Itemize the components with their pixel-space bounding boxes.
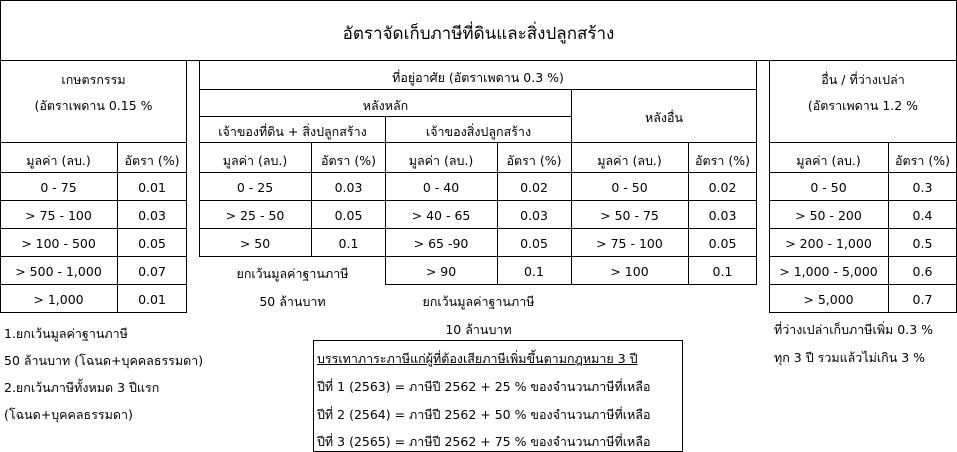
agri-value-cell: > 75 - 100 <box>25 208 92 223</box>
other-value-cell: > 50 - 200 <box>795 208 862 223</box>
owner-building-rate-cell: 0.1 <box>524 264 544 279</box>
other-rate-cell: 0.7 <box>912 292 933 307</box>
agri-rate-cell: 0.05 <box>138 236 166 251</box>
other-house-rate-cell: 0.03 <box>708 208 737 223</box>
other-house-rate-cell: 0.05 <box>708 236 737 251</box>
main-house-heading: หลังหลัก <box>362 98 409 113</box>
agri-note: 2.ยกเว้นภาษีทั้งหมด 3 ปีแรก <box>4 380 160 395</box>
owner-both-heading: เจ้าของที่ดิน + สิ่งปลูกสร้าง <box>218 124 367 139</box>
owner-both-value-cell: > 50 <box>239 236 271 251</box>
agri-rate-cell: 0.07 <box>138 264 166 279</box>
other-house-col-value: มูลค่า (ลบ.) <box>597 153 662 168</box>
owner-both-exempt: ยกเว้นมูลค่าฐานภาษี <box>236 266 349 281</box>
relief-line: ปีที่ 3 (2565) = ภาษีปี 2562 + 75 % ของจำนวนภาษีที่เหลือ <box>317 434 651 449</box>
agri-rate-note: (อัตราเพดาน 0.15 % <box>34 98 153 113</box>
agri-value-cell: 0 - 75 <box>40 180 77 195</box>
other-house-col-rate: อัตรา (%) <box>695 153 750 168</box>
other-house-heading: หลังอื่น <box>644 110 684 125</box>
owner-both-rate-cell: 0.03 <box>334 180 363 195</box>
relief-heading: บรรเทาภาระภาษีแก่ผู้ที่ต้องเสียภาษีเพิ่มขึ้นตามกฎหมาย 3 ปี <box>317 351 638 366</box>
other-rate-cell: 0.4 <box>912 208 933 223</box>
other-house-value-cell: > 75 - 100 <box>596 236 663 251</box>
relief-line: ปีที่ 2 (2564) = ภาษีปี 2562 + 50 % ของจำนวนภาษีที่เหลือ <box>317 407 651 422</box>
owner-building-col-rate: อัตรา (%) <box>506 153 562 168</box>
owner-building-rate-cell: 0.05 <box>520 236 548 251</box>
agri-col-rate: อัตรา (%) <box>124 153 180 168</box>
agri-note: (โฉนด+บุคคลธรรมดา) <box>4 407 133 422</box>
other-value-cell: 0 - 50 <box>810 180 847 195</box>
other-rate-cell: 0.6 <box>912 264 933 279</box>
agri-col-value: มูลค่า (ลบ.) <box>26 153 91 168</box>
other-note: ทุก 3 ปี รวมแล้วไม่เกิน 3 % <box>774 350 926 365</box>
other-rate-cell: 0.3 <box>912 180 933 195</box>
other-house-rate-cell: 0.02 <box>708 180 737 195</box>
agri-value-cell: > 100 - 500 <box>21 236 96 251</box>
owner-both-col-rate: อัตรา (%) <box>321 153 376 168</box>
other-value-cell: > 1,000 - 5,000 <box>779 264 878 279</box>
other-heading: อื่น / ที่ว่างเปล่า <box>821 72 905 87</box>
owner-building-rate-cell: 0.02 <box>520 180 548 195</box>
owner-both-col-value: มูลค่า (ลบ.) <box>222 153 288 168</box>
owner-both-rate-cell: 0.1 <box>338 236 359 251</box>
owner-building-col-value: มูลค่า (ลบ.) <box>408 153 474 168</box>
agri-value-cell: > 1,000 <box>33 292 84 307</box>
other-house-rate-cell: 0.1 <box>712 264 733 279</box>
agri-heading: เกษตรกรรม <box>61 72 126 87</box>
relief-line: ปีที่ 1 (2563) = ภาษีปี 2562 + 25 % ของจำนวนภาษีที่เหลือ <box>317 379 651 394</box>
other-house-value-cell: > 50 - 75 <box>600 208 659 223</box>
owner-both-exempt: 50 ล้านบาท <box>259 294 326 309</box>
other-col-rate: อัตรา (%) <box>895 153 950 168</box>
other-rate-cell: 0.5 <box>912 236 933 251</box>
agri-rate-cell: 0.01 <box>138 180 166 195</box>
page-title: อัตราจัดเก็บภาษีที่ดินและสิ่งปลูกสร้าง <box>342 24 615 44</box>
owner-building-value-cell: > 40 - 65 <box>411 208 471 223</box>
agri-rate-cell: 0.03 <box>138 208 166 223</box>
agri-value-cell: > 500 - 1,000 <box>15 264 102 279</box>
other-house-value-cell: > 100 <box>610 264 649 279</box>
owner-building-value-cell: > 65 -90 <box>413 236 469 251</box>
owner-both-value-cell: > 25 - 50 <box>225 208 285 223</box>
owner-both-rate-cell: 0.05 <box>334 208 363 223</box>
agri-rate-cell: 0.01 <box>138 292 166 307</box>
owner-both-value-cell: 0 - 25 <box>236 180 274 195</box>
residential-heading: ที่อยู่อาศัย (อัตราเพดาน 0.3 %) <box>392 70 564 85</box>
other-rate-note: (อัตราเพดาน 1.2 % <box>807 98 919 113</box>
owner-building-value-cell: 0 - 40 <box>422 180 460 195</box>
other-value-cell: > 200 - 1,000 <box>785 236 872 251</box>
agri-note: 50 ล้านบาท (โฉนด+บุคคลธรรมดา) <box>4 353 204 368</box>
owner-building-heading: เจ้าของสิ่งปลูกสร้าง <box>425 124 532 139</box>
other-house-value-cell: 0 - 50 <box>611 180 648 195</box>
owner-building-value-cell: > 90 <box>425 264 457 279</box>
other-col-value: มูลค่า (ลบ.) <box>796 153 861 168</box>
owner-building-exempt: ยกเว้นมูลค่าฐานภาษี <box>422 294 535 309</box>
owner-building-exempt: 10 ล้านบาท <box>445 322 512 337</box>
other-note: ที่ว่างเปล่าเก็บภาษีเพิ่ม 0.3 % <box>774 322 933 337</box>
owner-building-rate-cell: 0.03 <box>520 208 548 223</box>
agri-note: 1.ยกเว้นมูลค่าฐานภาษี <box>4 326 128 341</box>
other-value-cell: > 5,000 <box>803 292 854 307</box>
